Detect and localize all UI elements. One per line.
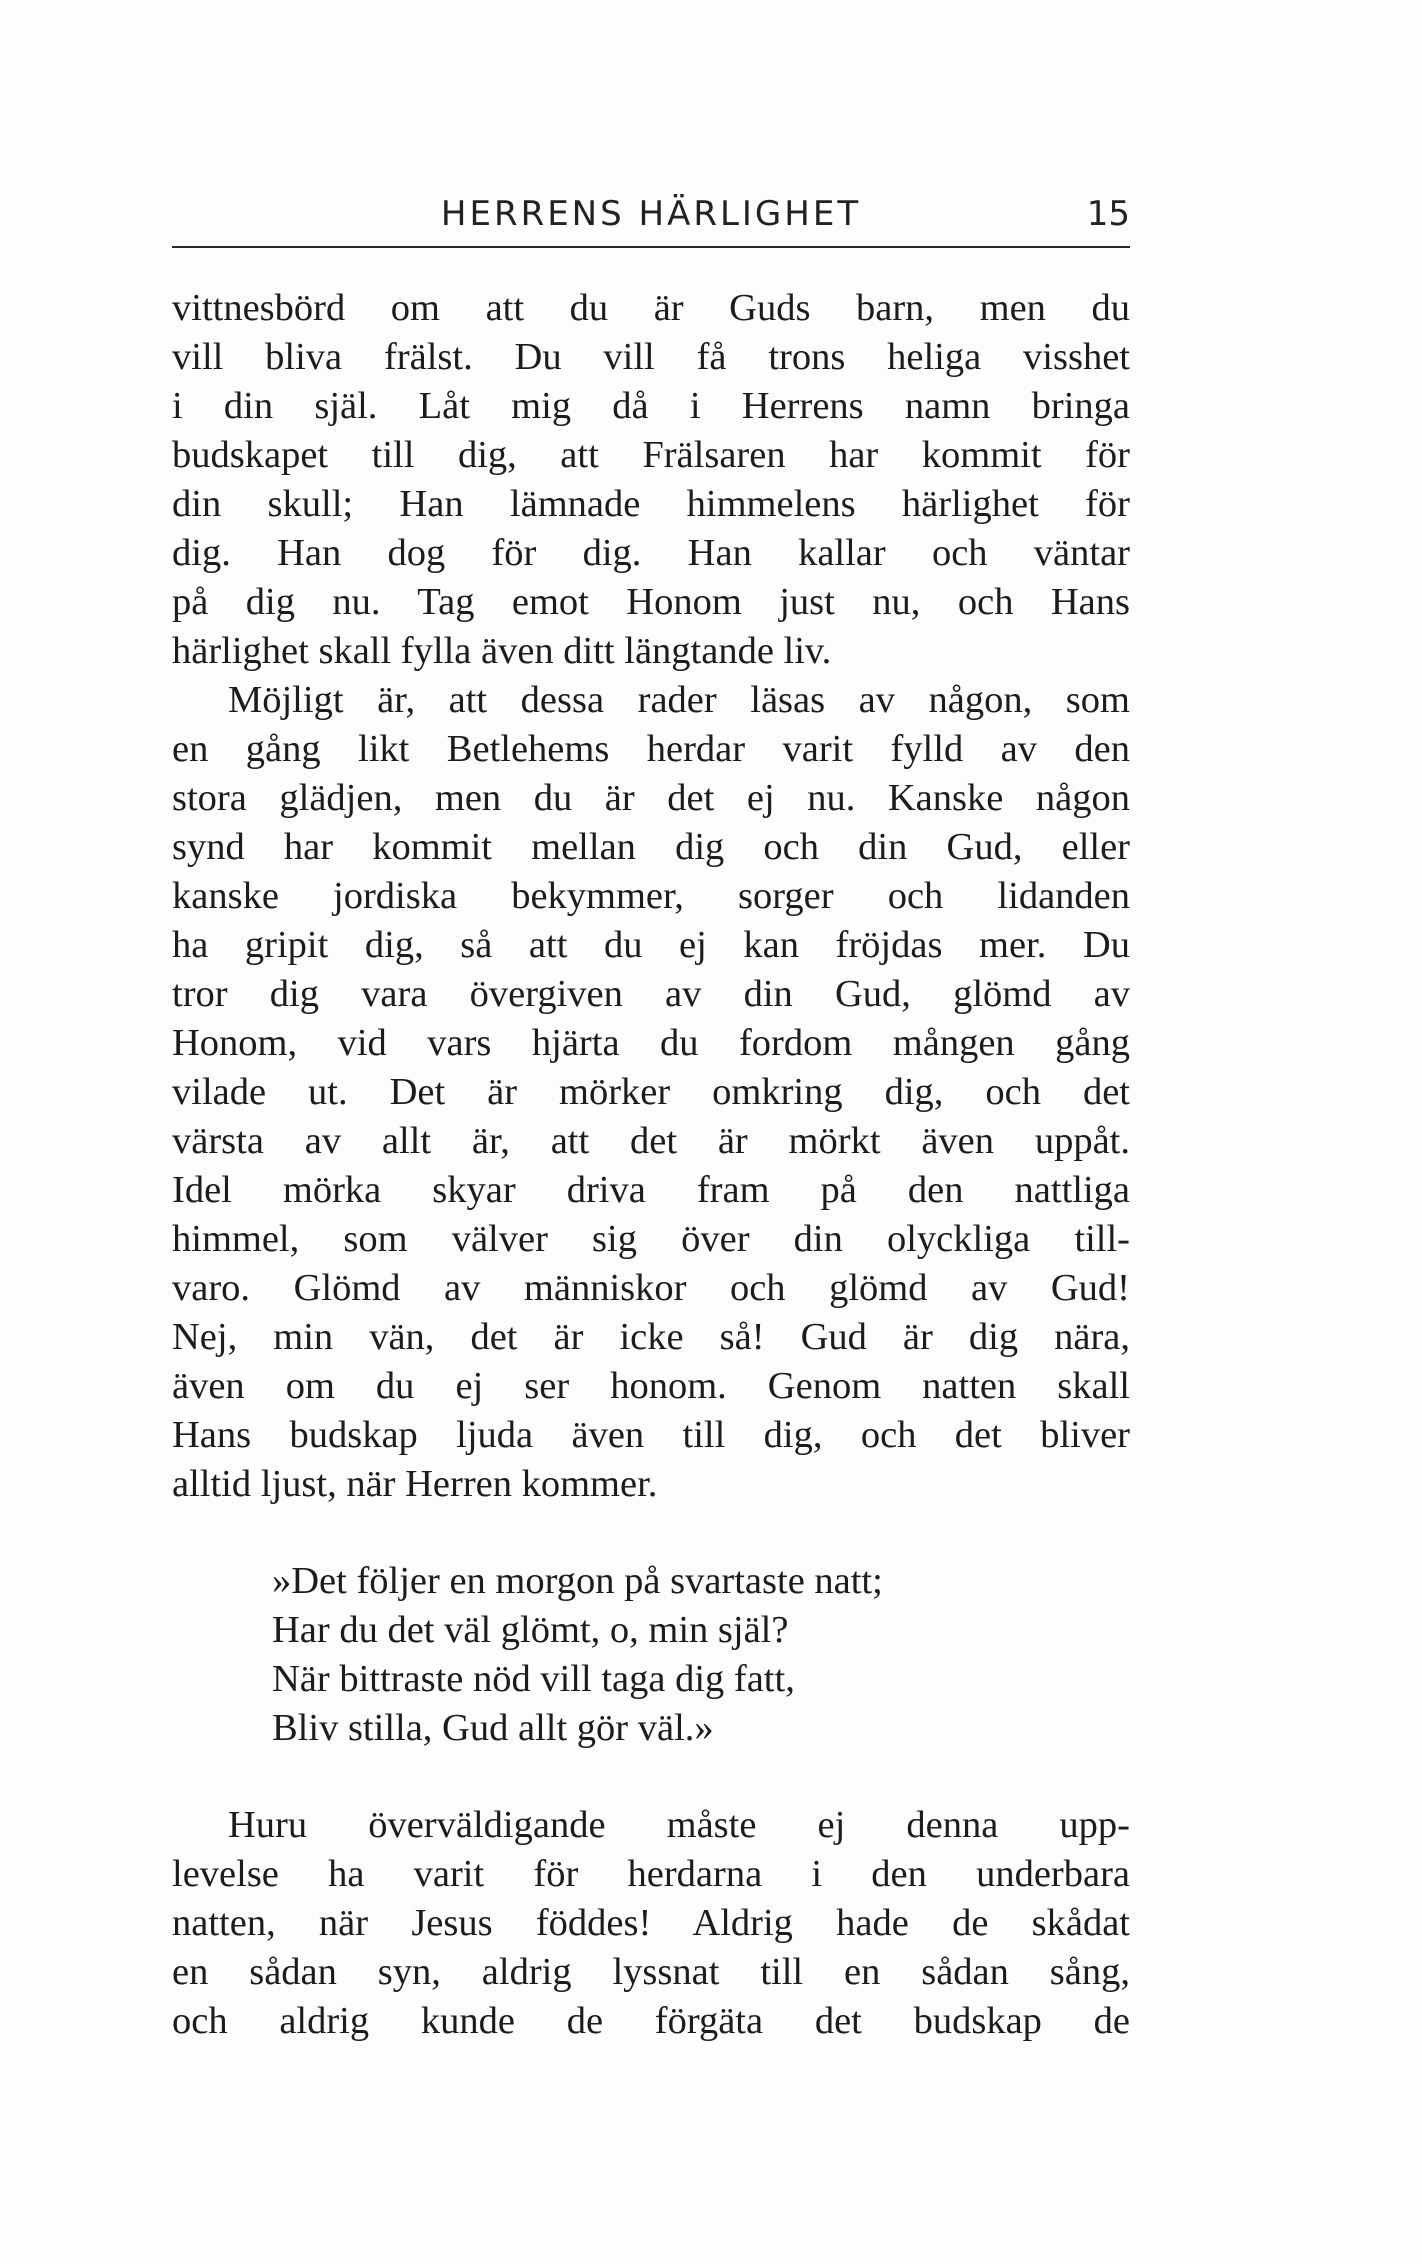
text-line: alltid ljust, när Herren kommer. [172, 1463, 658, 1505]
text-line: och aldrig kunde de förgäta det budskap de [172, 2000, 1130, 2042]
text-line: ha gripit dig, så att du ej kan fröjdas mer. Du [172, 924, 1130, 966]
text-line: vill bliva frälst. Du vill få trons heliga visshet [172, 336, 1130, 378]
paragraph-3 [172, 1801, 1130, 2046]
text-line: Huru överväldigande måste ej denna upp- [228, 1804, 1130, 1846]
text-line: värsta av allt är, att det är mörkt även uppåt. [172, 1120, 1130, 1162]
text-line: i din själ. Låt mig då i Herrens namn bringa [172, 385, 1130, 427]
verse-line: »Det följer en morgon på svartaste natt; [272, 1560, 883, 1602]
text-line: på dig nu. Tag emot Honom just nu, och Hans [172, 581, 1130, 623]
verse-line: Har du det väl glömt, o, min själ? [272, 1609, 789, 1651]
running-header [172, 190, 1130, 248]
text-line: även om du ej ser honom. Genom natten skall [172, 1365, 1130, 1407]
text-line: kanske jordiska bekymmer, sorger och lidanden [172, 875, 1130, 917]
text-line: Hans budskap ljuda även till dig, och det bliver [172, 1414, 1130, 1456]
page-number: 15 [1086, 194, 1130, 234]
verse-line: Bliv stilla, Gud allt gör väl.» [272, 1707, 714, 1749]
text-line: Möjligt är, att dessa rader läsas av någon, som [228, 679, 1130, 721]
text-line: himmel, som välver sig över din olyckliga till- [172, 1218, 1130, 1260]
text-line: budskapet till dig, att Frälsaren har kommit för [172, 434, 1130, 476]
text-line: dig. Han dog för dig. Han kallar och väntar [172, 532, 1130, 574]
text-line: Honom, vid vars hjärta du fordom mången gång [172, 1022, 1130, 1064]
text-line: natten, när Jesus föddes! Aldrig hade de skådat [172, 1902, 1130, 1944]
text-line: härlighet skall fylla även ditt längtande liv. [172, 630, 832, 672]
verse-line: När bittraste nöd vill taga dig fatt, [272, 1658, 795, 1700]
text-line: synd har kommit mellan dig och din Gud, eller [172, 826, 1130, 868]
text-line: Nej, min vän, det är icke så! Gud är dig nära, [172, 1316, 1130, 1358]
text-line: en gång likt Betlehems herdar varit fylld av den [172, 728, 1130, 770]
text-line: stora glädjen, men du är det ej nu. Kanske någon [172, 777, 1130, 819]
text-line: varo. Glömd av människor och glömd av Gud! [172, 1267, 1130, 1309]
text-line: tror dig vara övergiven av din Gud, glömd av [172, 973, 1130, 1015]
text-line: levelse ha varit för herdarna i den underbara [172, 1853, 1130, 1895]
text-line: vilade ut. Det är mörker omkring dig, och det [172, 1071, 1130, 1113]
text-line: din skull; Han lämnade himmelens härlighet för [172, 483, 1130, 525]
text-line: Idel mörka skyar driva fram på den nattliga [172, 1169, 1130, 1211]
paragraph-1 [172, 284, 1130, 676]
verse-quote [272, 1557, 1130, 1753]
text-line: en sådan syn, aldrig lyssnat till en sådan sång, [172, 1951, 1130, 1993]
running-header-title: HERRENS HÄRLIGHET [440, 194, 862, 234]
body-text [172, 284, 1130, 2046]
paragraph-2 [172, 676, 1130, 1509]
text-line: vittnesbörd om att du är Guds barn, men du [172, 287, 1130, 329]
